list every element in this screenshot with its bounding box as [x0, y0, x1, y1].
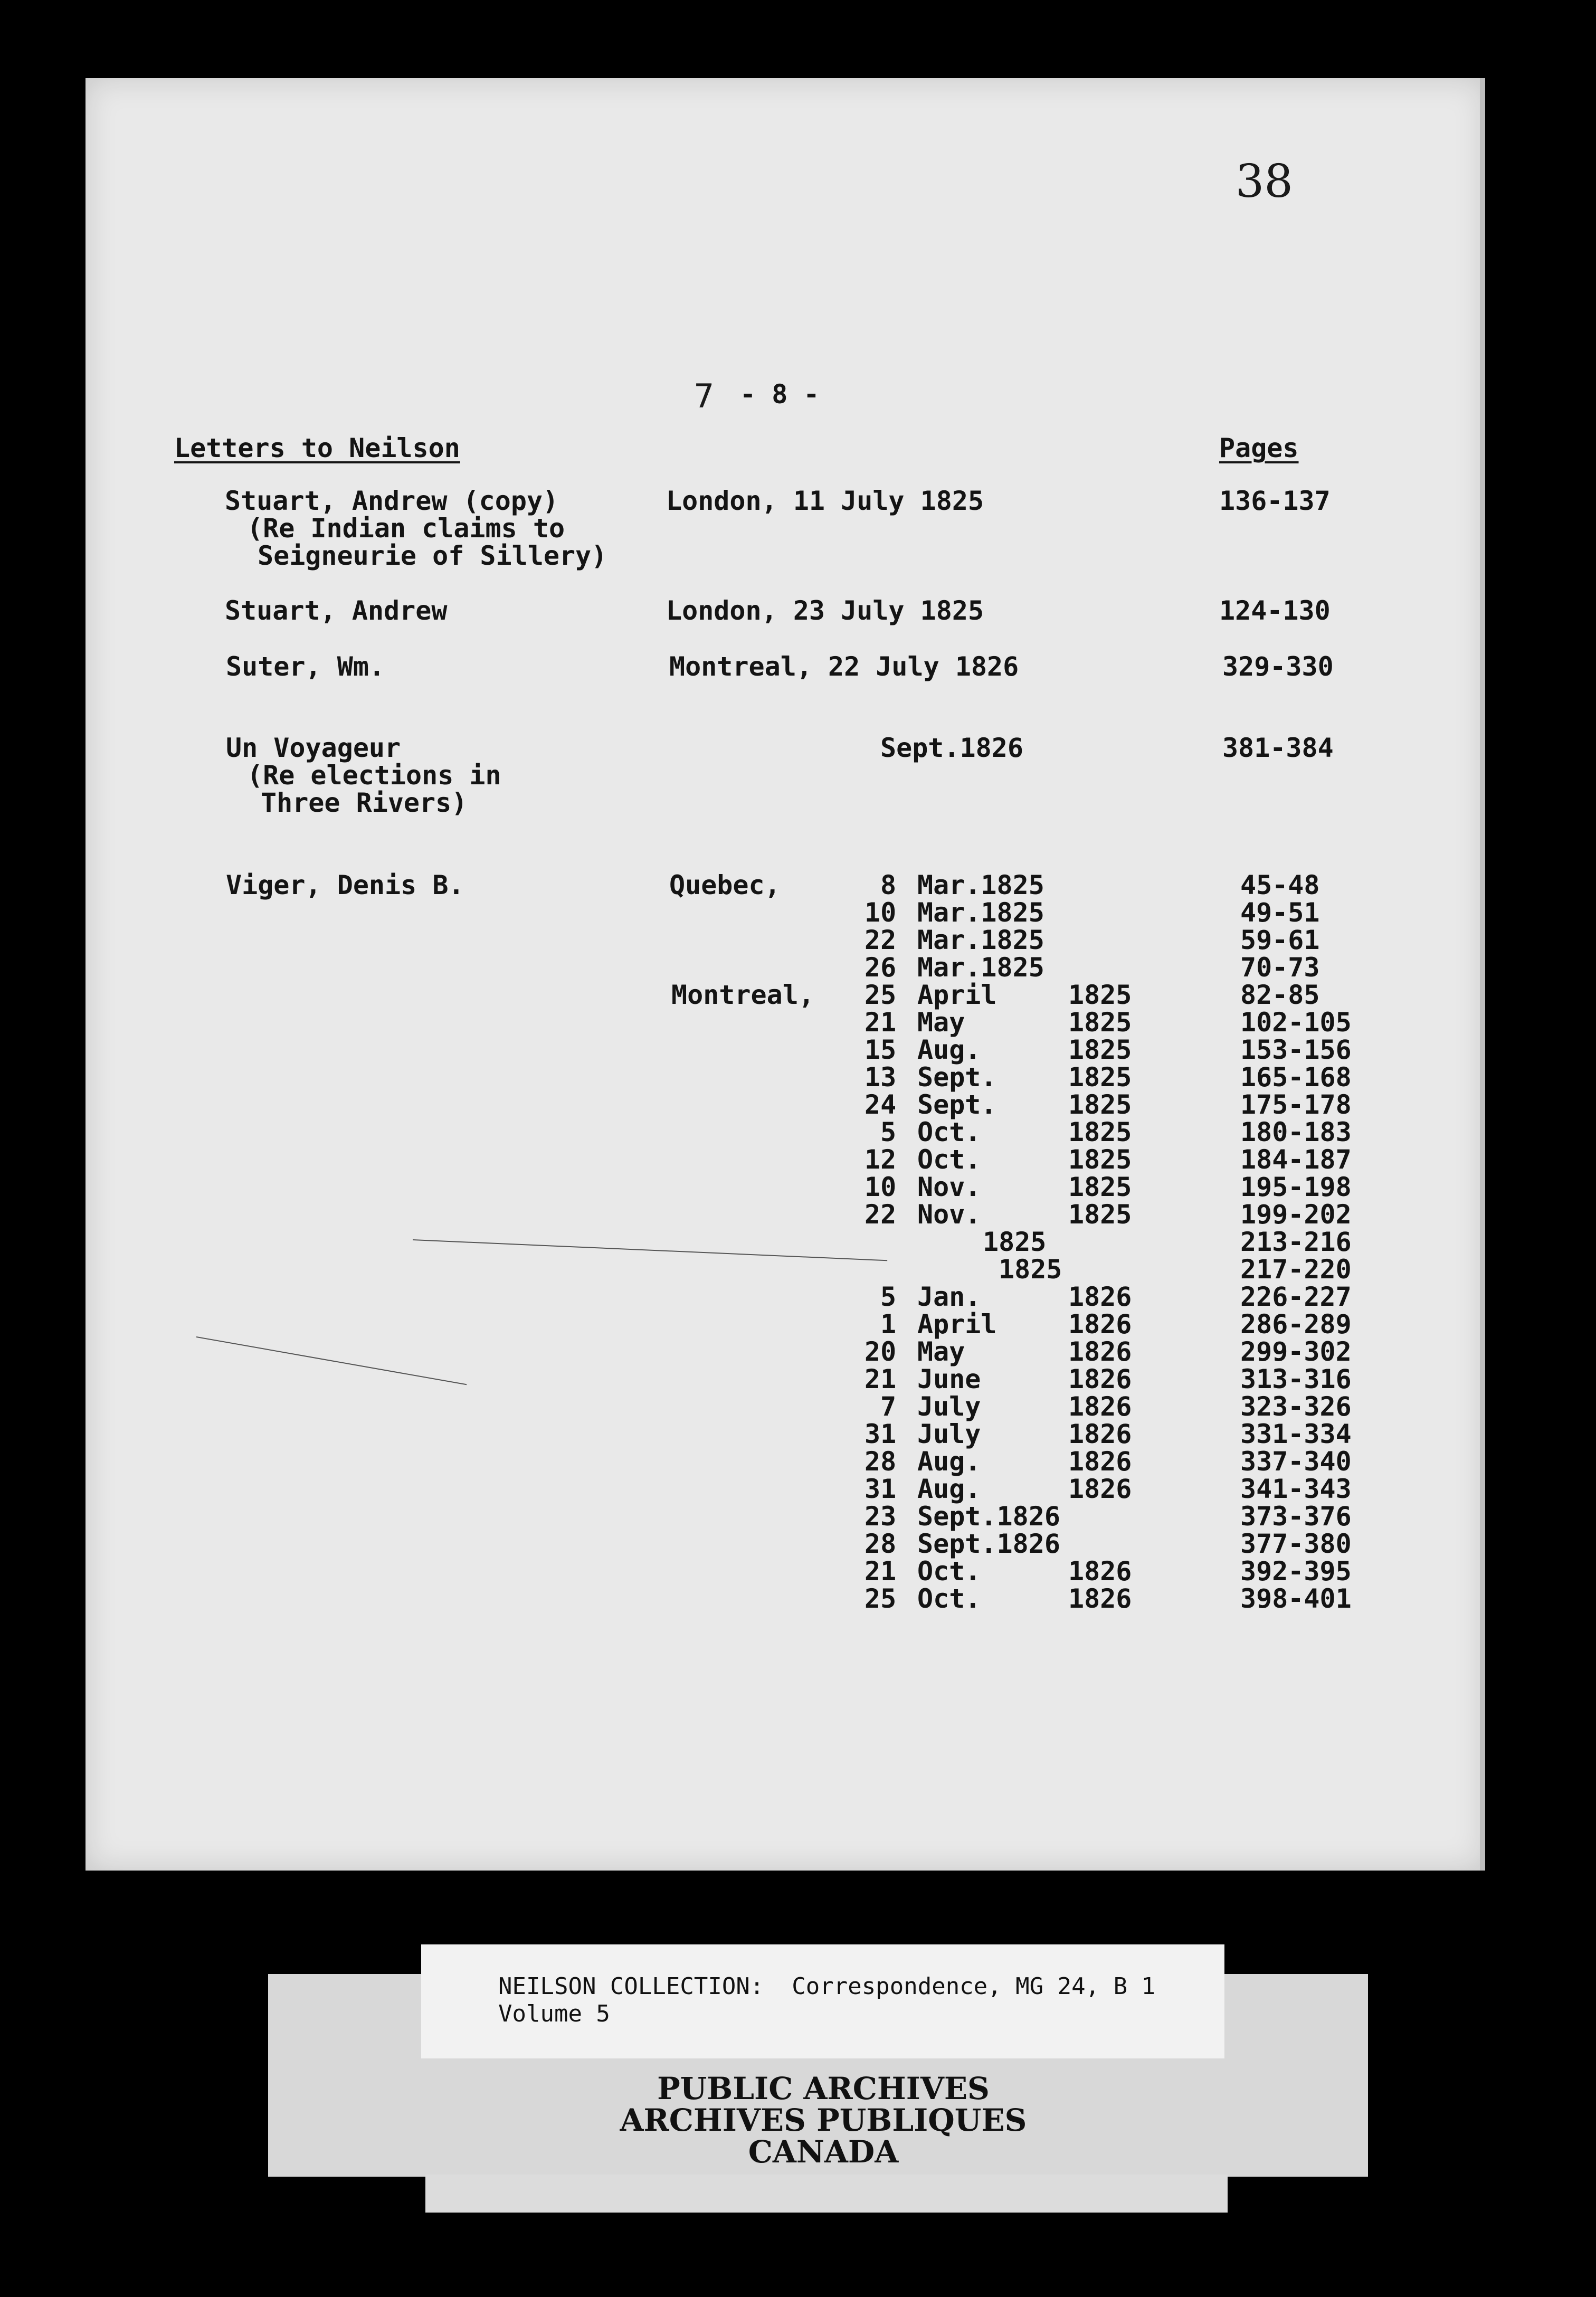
- viger-year: 1826: [1068, 1583, 1132, 1614]
- pencil-stroke: [413, 1239, 887, 1261]
- viger-pages: 323-326: [1240, 1391, 1352, 1422]
- viger-year: 1825: [1068, 1117, 1132, 1147]
- viger-day: 21: [864, 1007, 897, 1038]
- archive-tag-strip: [425, 2175, 1228, 2213]
- viger-day: 25: [864, 980, 897, 1010]
- viger-pages: 299-302: [1240, 1336, 1352, 1367]
- viger-month: Oct.: [917, 1556, 981, 1587]
- heading-pages: Pages: [1219, 433, 1299, 463]
- viger-day: 31: [864, 1474, 897, 1504]
- viger-month: Mar.1825: [917, 897, 1044, 928]
- viger-month: April: [917, 1309, 997, 1340]
- viger-pages: 102-105: [1240, 1007, 1352, 1038]
- entry-note: (Re elections in: [247, 760, 501, 791]
- viger-pages: 398-401: [1240, 1583, 1352, 1614]
- viger-year: 1825: [1068, 1199, 1132, 1230]
- viger-pages: 82-85: [1240, 980, 1320, 1010]
- viger-month: May: [917, 1007, 965, 1038]
- viger-day: 5: [880, 1117, 897, 1147]
- viger-year: 1826: [1068, 1556, 1132, 1587]
- viger-day: 22: [864, 925, 897, 955]
- viger-month: July: [917, 1391, 981, 1422]
- viger-day: 10: [864, 897, 897, 928]
- viger-month: Nov.: [917, 1199, 981, 1230]
- place-quebec: Quebec,: [669, 870, 781, 900]
- viger-year: 1825: [1068, 980, 1132, 1010]
- viger-year: 1826: [1068, 1474, 1132, 1504]
- entry-pages: 124-130: [1219, 595, 1331, 626]
- viger-year: 1825: [1068, 1172, 1132, 1202]
- viger-year: 1826: [1068, 1282, 1132, 1312]
- viger-month: Oct.: [917, 1117, 981, 1147]
- entry-place-date: Sept.1826: [880, 733, 1023, 763]
- page-number: 38: [1235, 155, 1293, 208]
- entry-name: Stuart, Andrew (copy): [225, 486, 559, 516]
- viger-month: Sept.: [917, 1062, 997, 1093]
- viger-month: May: [917, 1336, 965, 1367]
- viger-pages: 337-340: [1240, 1446, 1352, 1477]
- entry-pages: 381-384: [1222, 733, 1334, 763]
- entry-place-date: London, 23 July 1825: [666, 595, 984, 626]
- archive-label-line2: Volume 5: [498, 2000, 610, 2027]
- viger-day: 25: [864, 1583, 897, 1614]
- viger-pages: 286-289: [1240, 1309, 1352, 1340]
- viger-pages: 175-178: [1240, 1089, 1352, 1120]
- entry-note: (Re Indian claims to: [247, 513, 565, 544]
- viger-pages: 392-395: [1240, 1556, 1352, 1587]
- archive-stamp-line1: PUBLIC ARCHIVES: [657, 2071, 990, 2106]
- viger-pages: 226-227: [1240, 1282, 1352, 1312]
- entry-place-date: London, 11 July 1825: [666, 486, 984, 516]
- viger-year: 1826: [1068, 1336, 1132, 1367]
- heading-letters: Letters to Neilson: [174, 433, 460, 463]
- viger-month: Sept.1826: [917, 1501, 1060, 1532]
- viger-day: 10: [864, 1172, 897, 1202]
- viger-pages: 217-220: [1240, 1254, 1352, 1285]
- viger-year: 1826: [1068, 1419, 1132, 1449]
- archive-stamp-line3: CANADA: [748, 2134, 899, 2170]
- viger-year: 1825: [1068, 1034, 1132, 1065]
- viger-pages: 341-343: [1240, 1474, 1352, 1504]
- document-page: [86, 78, 1485, 1871]
- entry-name: Viger, Denis B.: [226, 870, 464, 900]
- viger-month: Mar.1825: [917, 925, 1044, 955]
- entry-name: Un Voyageur: [226, 733, 401, 763]
- viger-month: April: [917, 980, 997, 1010]
- entry-place-date: Montreal, 22 July 1826: [669, 651, 1019, 682]
- viger-year: 1826: [1068, 1309, 1132, 1340]
- viger-day: 20: [864, 1336, 897, 1367]
- viger-day: 21: [864, 1364, 897, 1394]
- viger-day: 15: [864, 1034, 897, 1065]
- viger-pages: 184-187: [1240, 1144, 1352, 1175]
- entry-note: Seigneurie of Sillery): [258, 540, 607, 571]
- viger-year: 1826: [1068, 1364, 1132, 1394]
- viger-pages: 213-216: [1240, 1227, 1352, 1257]
- viger-month: Aug.: [917, 1446, 981, 1477]
- archive-label-line1: NEILSON COLLECTION: Correspondence, MG 24, B 1: [498, 1973, 1156, 2000]
- entry-pages: 136-137: [1219, 486, 1331, 516]
- viger-year: 1826: [1068, 1391, 1132, 1422]
- page-edge: [1480, 78, 1485, 1871]
- viger-day: 28: [864, 1446, 897, 1477]
- place-montreal: Montreal,: [671, 980, 814, 1010]
- viger-month: Aug.: [917, 1474, 981, 1504]
- viger-day: 26: [864, 952, 897, 983]
- viger-year: 1825: [1068, 1089, 1132, 1120]
- entry-pages: 329-330: [1222, 651, 1334, 682]
- viger-year: 1825: [1068, 1062, 1132, 1093]
- entry-name: Suter, Wm.: [226, 651, 385, 682]
- viger-year: 1825: [999, 1254, 1062, 1285]
- viger-year: 1826: [1068, 1446, 1132, 1477]
- viger-month: Mar.1825: [917, 870, 1044, 900]
- handwritten-mark: 7: [694, 377, 715, 415]
- viger-year: 1825: [1068, 1144, 1132, 1175]
- viger-pages: 49-51: [1240, 897, 1320, 928]
- viger-pages: 199-202: [1240, 1199, 1352, 1230]
- viger-pages: 45-48: [1240, 870, 1320, 900]
- viger-year: 1825: [983, 1227, 1047, 1257]
- viger-pages: 313-316: [1240, 1364, 1352, 1394]
- viger-day: 28: [864, 1529, 897, 1559]
- viger-day: 12: [864, 1144, 897, 1175]
- viger-pages: 195-198: [1240, 1172, 1352, 1202]
- viger-month: July: [917, 1419, 981, 1449]
- viger-day: 7: [880, 1391, 897, 1422]
- viger-month: Jan.: [917, 1282, 981, 1312]
- viger-day: 21: [864, 1556, 897, 1587]
- viger-pages: 180-183: [1240, 1117, 1352, 1147]
- viger-month: Oct.: [917, 1583, 981, 1614]
- viger-month: June: [917, 1364, 981, 1394]
- viger-pages: 70-73: [1240, 952, 1320, 983]
- viger-year: 1825: [1068, 1007, 1132, 1038]
- viger-pages: 153-156: [1240, 1034, 1352, 1065]
- viger-pages: 165-168: [1240, 1062, 1352, 1093]
- viger-pages: 377-380: [1240, 1529, 1352, 1559]
- entry-name: Stuart, Andrew: [225, 595, 448, 626]
- viger-day: 5: [880, 1282, 897, 1312]
- sheet-number: - 8 -: [740, 379, 820, 410]
- archive-stamp-line2: ARCHIVES PUBLIQUES: [620, 2102, 1027, 2138]
- viger-day: 31: [864, 1419, 897, 1449]
- viger-day: 23: [864, 1501, 897, 1532]
- pencil-stroke: [196, 1336, 467, 1385]
- viger-day: 8: [880, 870, 897, 900]
- entry-note: Three Rivers): [261, 787, 468, 818]
- viger-month: Oct.: [917, 1144, 981, 1175]
- viger-month: Nov.: [917, 1172, 981, 1202]
- viger-day: 13: [864, 1062, 897, 1093]
- viger-month: Sept.1826: [917, 1529, 1060, 1559]
- viger-month: Aug.: [917, 1034, 981, 1065]
- viger-pages: 373-376: [1240, 1501, 1352, 1532]
- viger-month: Sept.: [917, 1089, 997, 1120]
- viger-month: Mar.1825: [917, 952, 1044, 983]
- viger-day: 1: [880, 1309, 897, 1340]
- viger-pages: 331-334: [1240, 1419, 1352, 1449]
- viger-day: 22: [864, 1199, 897, 1230]
- viger-day: 24: [864, 1089, 897, 1120]
- viger-pages: 59-61: [1240, 925, 1320, 955]
